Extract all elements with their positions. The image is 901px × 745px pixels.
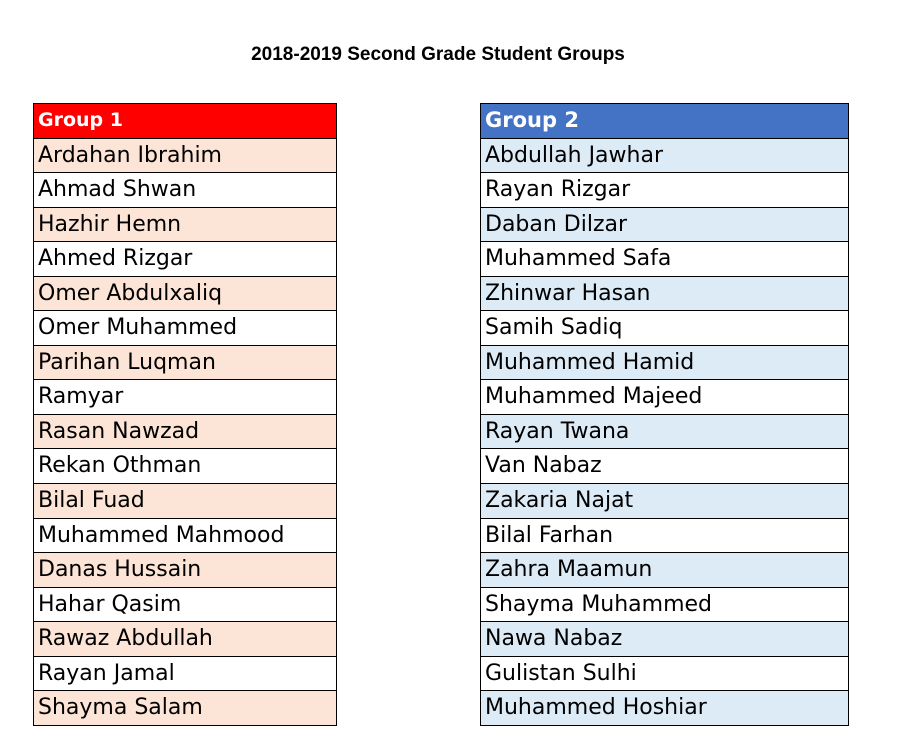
student-cell[interactable]: Zhinwar Hasan [481, 277, 848, 312]
student-cell[interactable]: Rayan Twana [481, 415, 848, 450]
student-cell[interactable]: Muhammed Mahmood [34, 519, 336, 554]
student-cell[interactable]: Zakaria Najat [481, 484, 848, 519]
student-cell[interactable]: Ramyar [34, 380, 336, 415]
student-cell[interactable]: Bilal Fuad [34, 484, 336, 519]
student-cell[interactable]: Nawa Nabaz [481, 622, 848, 657]
student-cell[interactable]: Ardahan Ibrahim [34, 139, 336, 174]
student-cell[interactable]: Rawaz Abdullah [34, 622, 336, 657]
student-cell[interactable]: Shayma Muhammed [481, 588, 848, 623]
student-cell[interactable]: Muhammed Safa [481, 242, 848, 277]
student-cell[interactable]: Rayan Jamal [34, 657, 336, 692]
student-cell[interactable]: Rekan Othman [34, 449, 336, 484]
group-1-table [33, 103, 337, 726]
student-cell[interactable]: Rasan Nawzad [34, 415, 336, 450]
student-cell[interactable]: Daban Dilzar [481, 208, 848, 243]
student-cell[interactable]: Abdullah Jawhar [481, 139, 848, 174]
group-1-student-list [34, 139, 336, 726]
student-cell[interactable]: Zahra Maamun [481, 553, 848, 588]
student-cell[interactable]: Muhammed Hoshiar [481, 691, 848, 726]
student-cell[interactable]: Ahmed Rizgar [34, 242, 336, 277]
student-cell[interactable]: Omer Muhammed [34, 311, 336, 346]
student-cell[interactable]: Danas Hussain [34, 553, 336, 588]
group-2-table [480, 103, 849, 726]
student-cell[interactable]: Samih Sadiq [481, 311, 848, 346]
page-title: 2018-2019 Second Grade Student Groups [251, 44, 625, 65]
group-1-header[interactable]: Group 1 [34, 104, 336, 139]
student-cell[interactable]: Hazhir Hemn [34, 208, 336, 243]
group-2-header[interactable]: Group 2 [481, 104, 848, 139]
student-cell[interactable]: Hahar Qasim [34, 588, 336, 623]
student-cell[interactable]: Bilal Farhan [481, 519, 848, 554]
student-cell[interactable]: Shayma Salam [34, 691, 336, 726]
student-cell[interactable]: Omer Abdulxaliq [34, 277, 336, 312]
student-cell[interactable]: Muhammed Majeed [481, 380, 848, 415]
student-cell[interactable]: Van Nabaz [481, 449, 848, 484]
student-cell[interactable]: Parihan Luqman [34, 346, 336, 381]
student-cell[interactable]: Rayan Rizgar [481, 173, 848, 208]
student-cell[interactable]: Ahmad Shwan [34, 173, 336, 208]
group-2-student-list [481, 139, 848, 726]
student-cell[interactable]: Gulistan Sulhi [481, 657, 848, 692]
student-cell[interactable]: Muhammed Hamid [481, 346, 848, 381]
